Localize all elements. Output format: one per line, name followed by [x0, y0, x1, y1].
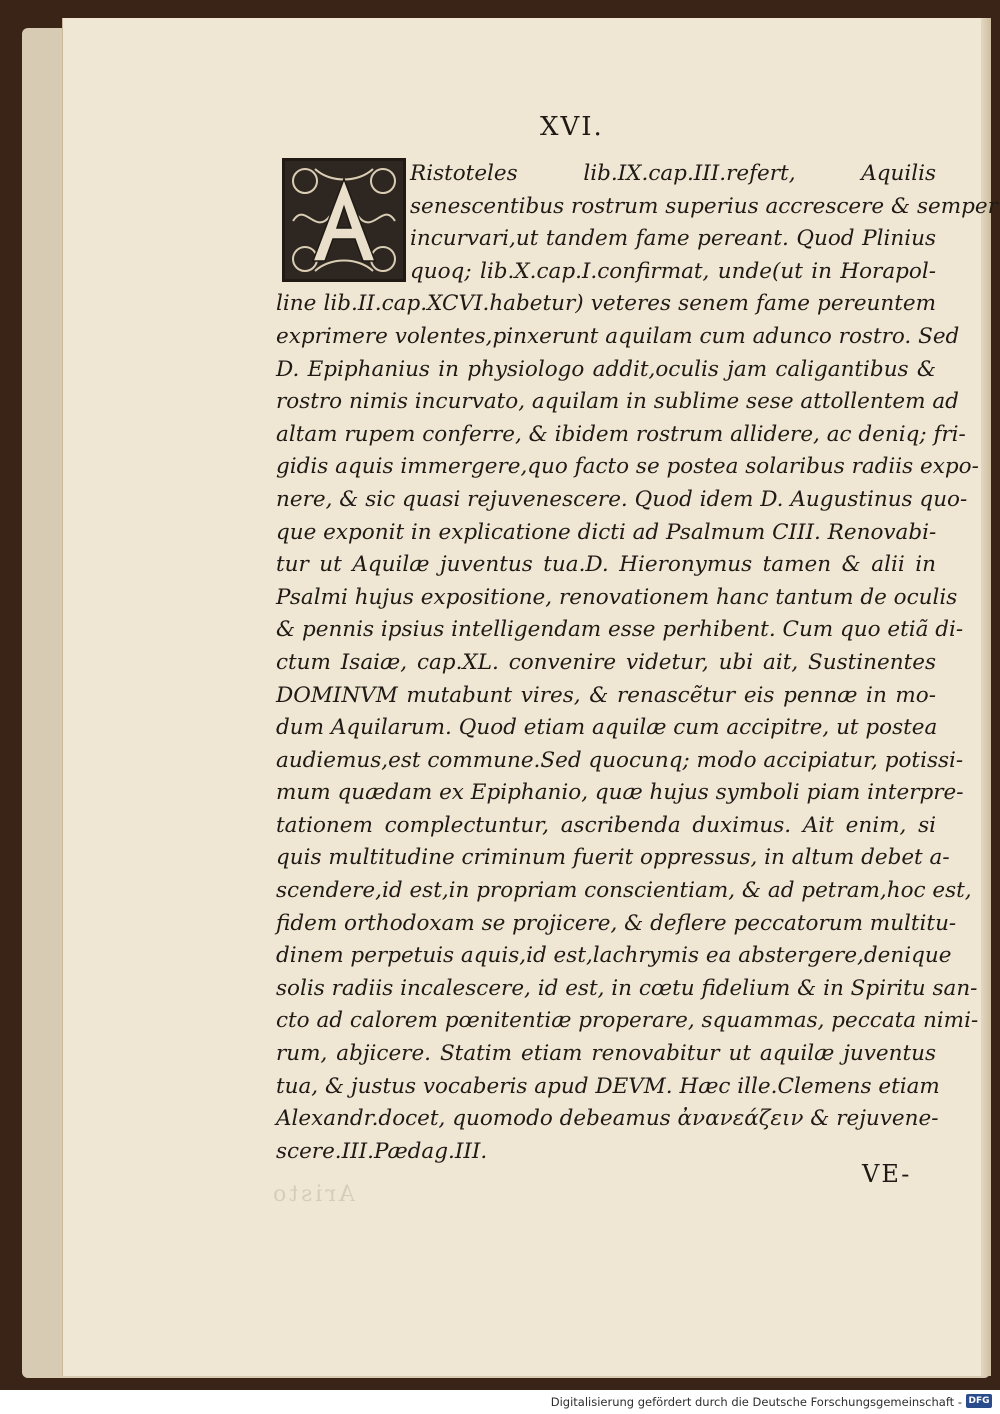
- text-line: tationem complectuntur, ascribenda duximus. Ait enim, si: [276, 812, 936, 838]
- text-line: dum Aquilarum. Quod etiam aquilæ cum accipitre, ut postea: [276, 715, 938, 741]
- text-line: & pennis ipsius intelligendam esse perhibent. Cum quo etiã di-: [276, 617, 964, 643]
- text-line: quoq; lib.X.cap.I.confirmat, unde(ut in Horapol-: [410, 258, 936, 284]
- text-line: dinem perpetuis aquis,id est,lachrymis ea abstergere,denique: [276, 943, 952, 969]
- text-line: que exponit in explicatione dicti ad Psalmum CIII. Renovabi-: [276, 519, 937, 545]
- digitization-credit: Digitalisierung gefördert durch die Deutsche Forschungsgemeinschaft -: [550, 1395, 962, 1409]
- text-line: incurvari,ut tandem fame pereant. Quod Plinius: [410, 226, 936, 252]
- text-line: fidem orthodoxam se projicere, & deflere peccatorum multitu-: [276, 910, 957, 936]
- text-line: ctum Isaiæ, cap.XL. convenire videtur, ubi ait, Sustinentes: [276, 649, 936, 675]
- text-line: rum, abjicere. Statim etiam renovabitur ut aquilæ juventus: [276, 1041, 936, 1067]
- text-line: tur ut Aquilæ juventus tua.D. Hieronymus tamen & alii in: [276, 552, 936, 578]
- text-line: exprimere volentes,pinxerunt aquilam cum adunco rostro. Sed: [276, 323, 960, 349]
- show-through-text: Aristo: [270, 1182, 355, 1207]
- text-line: Psalmi hujus expositione, renovationem hanc tantum de oculis: [276, 584, 958, 610]
- page-number: XVI.: [540, 112, 604, 142]
- body-text: [276, 158, 998, 1168]
- text-line: altam rupem conferre, & ibidem rostrum allidere, ac deniq; fri-: [276, 421, 966, 447]
- text-line: rostro nimis incurvato, aquilam in sublime sese attollentem ad: [276, 389, 959, 415]
- text-line: audiemus,est commune.Sed quocunq; modo accipiatur, potissi-: [276, 747, 964, 773]
- text-line: scere.III.Pædag.III.: [276, 1138, 488, 1164]
- catchword: VE-: [862, 1160, 912, 1188]
- text-line: Alexandr.docet, quomodo debeamus ἀνανεάζειν & rejuvene-: [276, 1106, 939, 1132]
- text-line: mum quædam ex Epiphanio, quæ hujus symboli piam interpre-: [276, 780, 964, 806]
- text-line: tua, & justus vocaberis apud DEVM. Hæc ille.Clemens etiam: [276, 1073, 940, 1099]
- text-line: Ristoteles lib.IX.cap.III.refert, Aquilis: [410, 161, 936, 186]
- text-line: gidis aquis immergere,quo facto se postea solaribus radiis expo-: [276, 454, 979, 480]
- text-line: D. Epiphanius in physiologo addit,oculis jam caligantibus &: [276, 356, 936, 382]
- text-line: quis multitudine criminum fuerit oppressus, in altum debet a-: [276, 845, 950, 871]
- text-line: DOMINVM mutabunt vires, & renascẽtur eis pennæ in mo-: [276, 682, 936, 708]
- text-line: cto ad calorem pœnitentiæ properare, squammas, peccata nimi-: [276, 1008, 979, 1034]
- text-line: senescentibus rostrum superius accrescere & semper: [410, 193, 998, 219]
- text-line: nere, & sic quasi rejuvenescere. Quod idem D. Augustinus quo-: [276, 486, 968, 512]
- text-line: scendere,id est,in propriam conscientiam, & ad petram,hoc est,: [276, 878, 972, 904]
- dfg-logo-icon: DFG: [966, 1394, 992, 1408]
- text-line: line lib.II.cap.XCVI.habetur) veteres senem fame pereuntem: [276, 291, 936, 317]
- text-line: solis radiis incalescere, id est, in cœtu fidelium & in Spiritu san-: [276, 975, 978, 1001]
